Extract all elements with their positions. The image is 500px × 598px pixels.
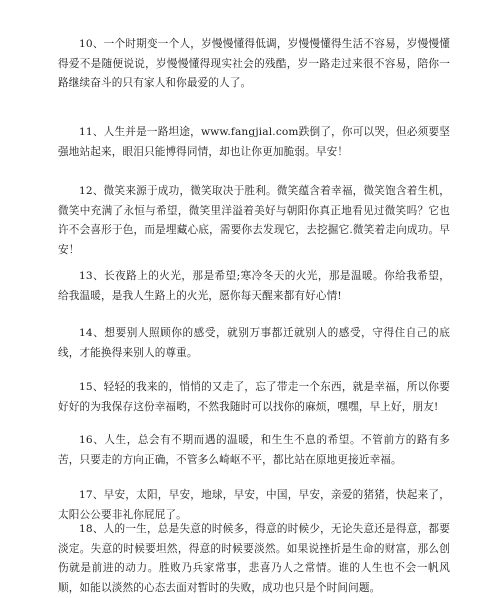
paragraph-14: 14、想要别人照顾你的感受，就别万事都迁就别人的感受，守得住自己的底线，才能换得来别人的尊重。 — [58, 327, 450, 359]
paragraph-17: 17、早安，太阳，早安，地球，早安，中国，早安，亲爱的猪猪，快起来了，太阳公公要非礼你屁屁了。 — [58, 489, 450, 521]
paragraph-15: 15、轻轻的我来的，悄悄的又走了，忘了带走一个东西，就是幸福，所以你要好好的为我保存这份幸福哟，不然我随时可以找你的麻烦，嘿嘿，早上好，朋友! — [58, 381, 450, 413]
paragraph-11: 11、人生并是一路坦途，www.fangjial.com跌倒了，你可以哭，但必须要坚强地站起来，眼泪只能博得同情，却也让你更加脆弱。早安！ — [58, 126, 450, 158]
paragraph-10: 10、一个时期变一个人，岁慢慢懂得低调，岁慢慢懂得生活不容易，岁慢慢懂得爱不是随便说说，岁慢慢懂得现实社会的残酷，岁一路走过来很不容易，陪你一路继续奋斗的只有家人和你最爱的人了。 — [58, 38, 450, 89]
paragraph-18: 18、人的一生，总是失意的时候多，得意的时候少，无论失意还是得意，都要淡定。失意的时候要坦然，得意的时候要淡然。如果说挫折是生命的财富，那么创伤就是前进的动力。胜败乃兵家常事，悲喜乃人之常情。谁的人生也不会一帆风顺，如能以淡然的心态去面对暂时的失败，成功也只是个时间问题。 — [58, 523, 450, 594]
paragraph-16: 16、人生，总会有不期而遇的温暖，和生生不息的希望。不管前方的路有多苦，只要走的方向正确，不管多么崎岖不平，都比站在原地更接近幸福。 — [58, 434, 450, 466]
paragraph-12: 12、微笑来源于成功，微笑取决于胜利。微笑蕴含着幸福，微笑饱含着生机，微笑中充满了永恒与希望，微笑里洋溢着美好与朝阳你真正地看见过微笑吗？它也许不会喜形于色，而是埋藏心底，需要你去发现它，去挖掘它.微笑着走向成功。早安！ — [58, 185, 450, 256]
paragraph-13: 13、长夜路上的火光，那是希望;寒冷冬天的火光，那是温暖。你给我希望，给我温暖，是我人生路上的火光，愿你每天醒来都有好心情! — [58, 270, 450, 302]
